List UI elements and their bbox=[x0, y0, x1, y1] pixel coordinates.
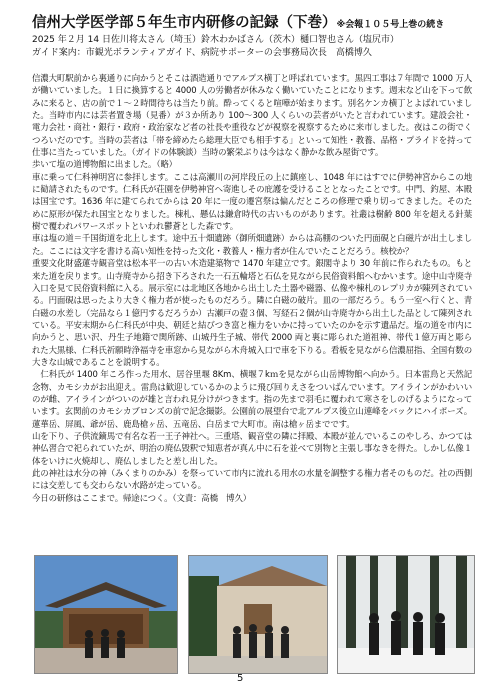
photo-forest-group bbox=[337, 555, 475, 674]
title-note: ※会報１０５号上巻の続き bbox=[336, 20, 445, 30]
date-line: 2025 年２月 14 日佐川将太さん（埼玉）鈴木わかばさん（茨木）樋口智也さん（塩尻市） bbox=[32, 35, 399, 45]
paragraph-alps-yokocho: 信濃大町駅前から裏通りに向かうとそこは酒造通りでアルプス横丁と呼ばれています。黒四工事は７年間で 1000 万人が働いていました。１日に換算すると 4000 人の労働者が休みなく働いていたことになります。週末など山を下って飲みに来ると、店の前で１〜２時間待ちは当たり前。酔ってくると喧嘩が始まります。別名ケンカ横丁とよばれていました。当時市内には芸者置き場（見番）が３か所あり 100〜300 人くらいの芸者がいたと言われています。建設会社・電力会社・商社・銀行・政府・政治家など者の社長や重役などが視察を視察するために来市しました。夜はこの街でくつろいだのです。当時の芸者は「帯を締めたら総理大臣でも相手する」といって知性・教養、品格・プライドを持って仕事に当たっていました。（ガイドの体験談）当時の繁栄ぶりは今はなく静かな飲み屋街です。 bbox=[32, 73, 472, 158]
paragraph-nishina-shrine: 車に乗って仁科神明宮に参拝します。ここは高瀬川の河岸段丘の上に鎮座し、1048 年にはすでに伊勢神宮からこの地に勧請されたものです。仁科氏が荘園を伊勢神宮へ寄進しその庇護を受けることとなったことです。中門、釣屋、本殿は国宝です。1636 年に建てられてからは 20 年に一度の遷宮祭は偏んだところの修理で乗り切ってきました。そのために原形が保たれ国宝となりました。棟札、懸仏は鎌倉時代の古いものがあります。社叢は樹齢 800 年を超える針葉樹で覆われパワースポットといわれ鬱蒼とした森です。 bbox=[32, 171, 472, 232]
paragraph-salt-road: 車は塩の道＝千国街道を北上します。途中五十畑遺跡（御所畑遺跡）からは高棚のついた円面硯と白磁片が出土しました。ここには文字を書ける高い知性を持った文化・教養人・権力者が住んでいたことだろう。核校か？ bbox=[32, 233, 472, 256]
title-main: 信州大学医学部５年生市内研修の記録（下巻） bbox=[32, 15, 337, 31]
museum-photo-image bbox=[189, 556, 327, 673]
paragraph-museum: 歩いて塩の道博物館に出ました。（略） bbox=[32, 159, 177, 170]
paragraph-nyakuichi-shrine: 山を下り、子供流鏑馬で有名な若一王子神社へ。三重塔、観音堂の隣に拝殿、本殿が並んでいるこのやしろ、かつては神仏習合で祀られていたが、明治の廃仏毀釈で知恵者が真ん中に石を並べて別物と主張し事なきを得た。しかし仏像１体をいけに火焼却し、廃仏しましたと差し出した。 bbox=[32, 430, 472, 466]
forest-photo-image bbox=[338, 556, 474, 673]
paragraph-closing: 今日の研修はここまで。帰途につく。（文責：高橋 博久） bbox=[32, 492, 252, 503]
photo-museum-group bbox=[188, 555, 328, 674]
page-title bbox=[32, 14, 472, 34]
photo-shrine-group bbox=[34, 555, 178, 674]
article-body bbox=[32, 72, 472, 504]
shrine-photo-image bbox=[35, 556, 177, 673]
paragraph-water-god: 此の神社は水分の神（みくまりのかみ）を祭っていて市内に流れる用水の水量を調整する権力者そのものだ。社の西側には交差しても交わらない水路が走っている。 bbox=[32, 468, 472, 491]
paragraph-mountain-museum: 仁科氏が 1400 年ころ作った用水、居谷里堰 8Km、横堰７kｍを見ながら山岳博物館へ向かう。日本雷鳥と天然記念物、カモシカがお出迎え。雷鳥は歓迎しているかのように飛び回りえさをついばんでいます。アイラインがかわいいのが雌、アイラインがついのが雄と言われ見分けがつきます。指の先まで羽毛に覆われて寒さをしのげるようになっています。玄関前のカモシカブロンズの前で記念撮影。公園前の展望台で北アルプス後立山連峰をバックにハイポーズ。蓮華岳、屏風、爺が岳、鹿島槍ヶ岳、五竜岳、白岳まで大町市。南は槍ヶ岳までです。 bbox=[32, 369, 472, 429]
page-number: 5 bbox=[237, 673, 244, 684]
paragraph-joren-temple: 重要文化財盛蓮寺観音堂は松本平一の古い木造建築物で 1470 年建立です。銀閣寺より 30 年前に作られたもの。もと来た道を戻ります。山寺廃寺から招き下ろされた一石五輪塔と石仏を見ながら民俗資料館へむかいます。途中山寺廃寺入口を見て民俗資料館に入る。展示室には北地区各地から出土した土器や磁器、仏像や棟札のレプリカが陳列されている。円面硯は思ったより大きく権力者が使ったものだろう。隣に白磁の破片。皿の一部だろう。もう一室へ行くと、青白磁の水差し（完品なら１億円するだろうか）古瀬戸の壺３個、写経石２個が山寺廃寺から出土した品として陳列されている。平安末期から仁科氏が中央、朝廷と結びつき富と権力をいかに持っていたのかを示す遺品だ。塩の道を市内に向かうと、思い沢、丹生子地籍で関所跡、山城丹生子城、帯代 2000 両と裏に彫られた道祖神、帯代１億万両と彫られた大黒様、仁科氏祈願時浄福寺を車窓から見ながら木舟城入口で車を下りる。看板を見ながら信濃屈指、全国有数の大きな山城であることを説明する。 bbox=[32, 258, 472, 367]
guide-line: ガイド案内：市観光ボランティアガイド、病院サポーターの会事務局次長 高橋博久 bbox=[32, 48, 372, 58]
